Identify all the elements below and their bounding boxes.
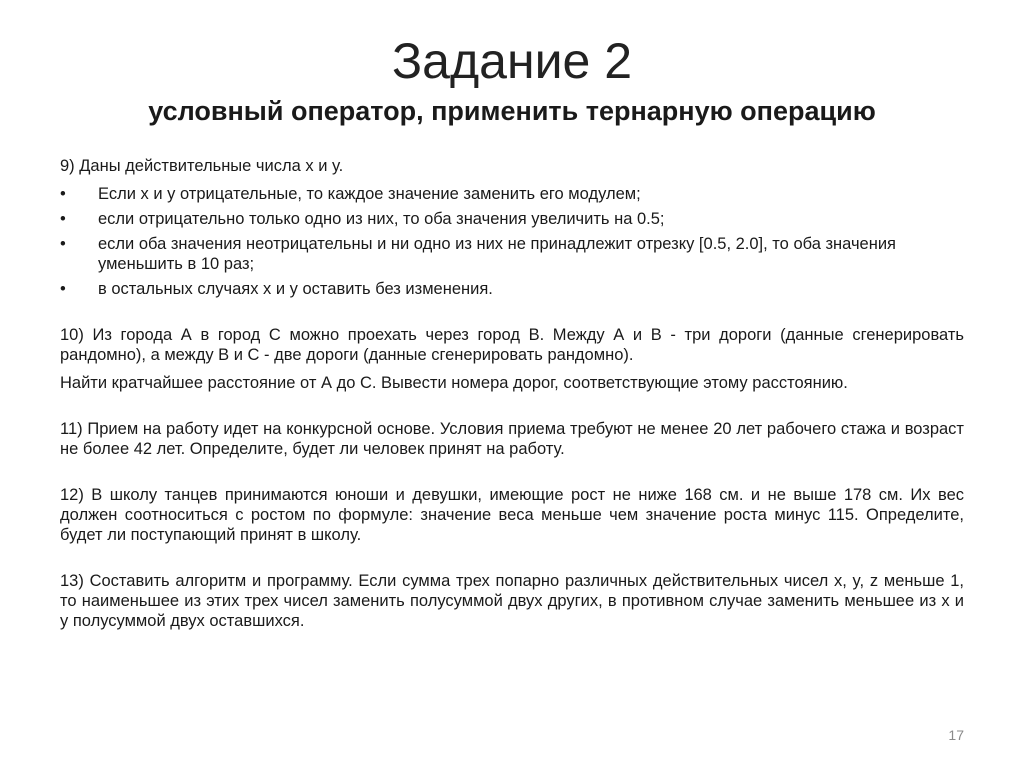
bullet-text: если отрицательно только одно из них, то оба значения увеличить на 0.5; (98, 210, 665, 228)
bullet-text: в остальных случаях х и у оставить без изменения. (98, 280, 493, 298)
task-12-paragraph: 12) В школу танцев принимаются юноши и девушки, имеющие рост не ниже 168 см. и не выше 178 см. Их вес должен соотноситься с ростом по формуле: значение веса меньше чем значение роста минус 115. Определите, будет ли поступающий принят в школу. (60, 486, 964, 544)
page-number: 17 (948, 727, 964, 743)
task-9-bullet-item (60, 234, 964, 274)
task-10-paragraph-1: 10) Из города А в город С можно проехать через город В. Между А и В - три дороги (данные сгенерировать рандомно), а между В и С - две дороги (данные сгенерировать рандомно). (60, 326, 964, 364)
bullet-text: Если х и у отрицательные, то каждое значение заменить его модулем; (98, 185, 641, 203)
task-9-intro: 9) Даны действительные числа х и у. (60, 157, 344, 175)
task-10-paragraph-2: Найти кратчайшее расстояние от А до С. Вывести номера дорог, соответствующие этому расстоянию. (60, 374, 848, 392)
task-13-paragraph: 13) Составить алгоритм и программу. Если сумма трех попарно различных действительных чисел x, y, z меньше 1, то наименьшее из этих трех чисел заменить полусуммой двух других, в противном случае заменить меньшее из х и у полусуммой двух оставшихся. (60, 572, 964, 630)
slide-title: Задание 2 (391, 33, 633, 89)
bullet-marker: • (60, 280, 66, 298)
task-9-bullet-item (60, 279, 964, 299)
task-9-bullet-item (60, 184, 964, 204)
slide-subtitle: условный оператор, применить тернарную операцию (148, 96, 876, 126)
bullet-marker: • (60, 210, 66, 228)
bullet-marker: • (60, 185, 66, 203)
slide-content (60, 156, 964, 639)
task-9-bullet-list (60, 184, 964, 299)
task-9-bullet-item (60, 209, 964, 229)
task-11-paragraph: 11) Прием на работу идет на конкурсной основе. Условия приема требуют не менее 20 лет рабочего стажа и возраст не более 42 лет. Определите, будет ли человек принят на работу. (60, 420, 964, 458)
bullet-marker: • (60, 235, 66, 253)
bullet-text: если оба значения неотрицательны и ни одно из них не принадлежит отрезку [0.5, 2.0], то оба значения уменьшить в 10 раз; (98, 235, 896, 273)
